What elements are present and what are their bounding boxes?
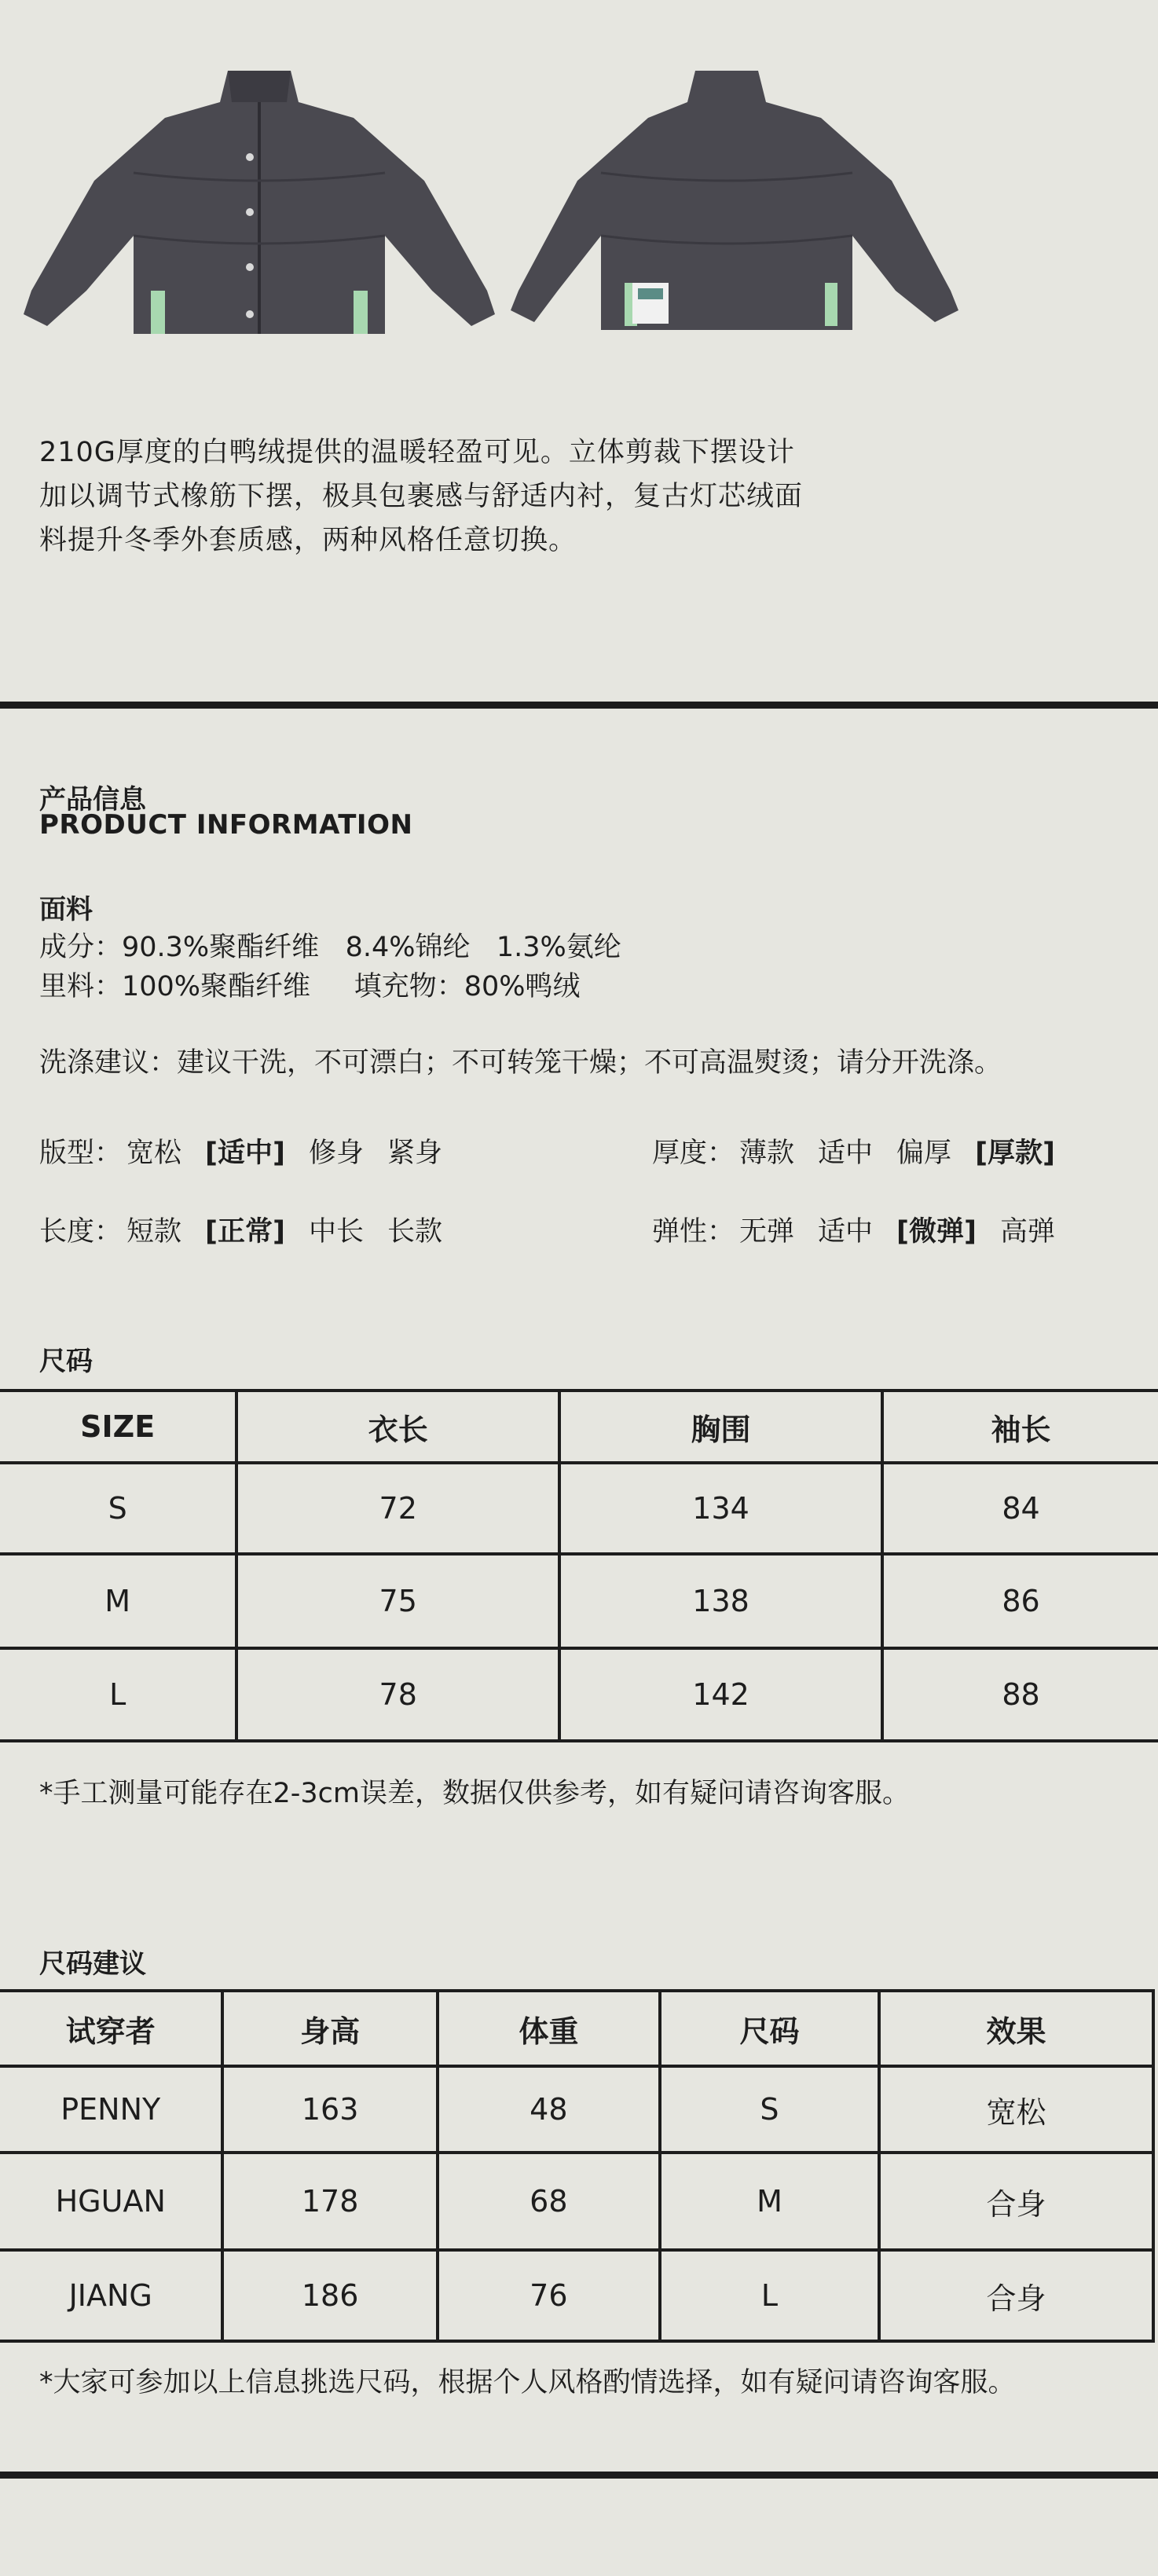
size-note: *手工测量可能存在2-3cm误差，数据仅供参考，如有疑问请咨询客服。 <box>39 1778 911 1809</box>
table-cell: 68 <box>438 2153 660 2250</box>
elasticity-option: 适中 <box>818 1216 874 1248</box>
table-cell: JIANG <box>0 2250 222 2341</box>
table-row <box>0 2153 1153 2250</box>
table-cell: 88 <box>882 1648 1158 1741</box>
table-cell: 142 <box>559 1648 882 1741</box>
fit-option: 修身 <box>309 1138 365 1169</box>
length-option: 中长 <box>309 1216 365 1248</box>
fit-header-cell: 试穿者 <box>0 1991 222 2066</box>
thickness-label: 厚度： <box>652 1138 735 1169</box>
fit-label: 版型： <box>39 1138 123 1169</box>
composition-text: 成分：90.3%聚酯纤维 8.4%锦纶 1.3%氨纶 <box>39 932 621 963</box>
table-cell: 86 <box>882 1554 1158 1648</box>
fit-option: 宽松 <box>126 1138 182 1169</box>
table-cell: S <box>660 2066 879 2153</box>
table-cell: 72 <box>236 1463 559 1554</box>
size-header-cell: 衣长 <box>236 1391 559 1463</box>
elasticity-option: 高弹 <box>1000 1216 1056 1248</box>
table-cell: M <box>0 1554 236 1648</box>
thickness-option-selected: [厚款] <box>975 1138 1056 1169</box>
table-cell: 合身 <box>879 2153 1153 2250</box>
product-info-subtitle: PRODUCT INFORMATION <box>39 809 413 841</box>
table-cell: 138 <box>559 1554 882 1648</box>
washing-text: 洗涤建议：建议干洗，不可漂白；不可转笼干燥；不可高温熨烫；请分开洗涤。 <box>39 1047 1002 1079</box>
table-cell: 48 <box>438 2066 660 2153</box>
table-row <box>0 1463 1158 1554</box>
fit-header-cell: 效果 <box>879 1991 1153 2066</box>
table-row <box>0 2250 1153 2341</box>
thickness-option: 偏厚 <box>896 1138 952 1169</box>
thickness-option: 适中 <box>818 1138 874 1169</box>
jacket-back-image <box>507 55 962 346</box>
size-table <box>0 1389 1158 1742</box>
fit-note: *大家可参加以上信息挑选尺码，根据个人风格酌情选择，如有疑问请咨询客服。 <box>39 2367 1016 2398</box>
product-info-title: 产品信息 <box>39 784 146 815</box>
description-line: 加以调节式橡筋下摆，极具包裹感与舒适内衬，复古灯芯绒面 <box>39 481 804 512</box>
fit-section-title: 尺码建议 <box>39 1948 146 1980</box>
product-description <box>39 431 903 562</box>
size-header-cell: SIZE <box>0 1391 236 1463</box>
table-header-row <box>0 1391 1158 1463</box>
thickness-attribute <box>652 1131 1079 1171</box>
fit-table <box>0 1989 1155 2343</box>
table-cell: 163 <box>222 2066 437 2153</box>
elasticity-label: 弹性： <box>652 1216 735 1248</box>
length-option: 长款 <box>387 1216 443 1248</box>
jacket-front-image <box>16 55 503 346</box>
length-option: 短款 <box>126 1216 182 1248</box>
elasticity-option-selected: [微弹] <box>896 1216 977 1248</box>
table-cell: 178 <box>222 2153 437 2250</box>
table-cell: HGUAN <box>0 2153 222 2250</box>
description-line: 料提升冬季外套质感，两种风格任意切换。 <box>39 525 577 556</box>
table-row <box>0 2066 1153 2153</box>
table-cell: 76 <box>438 2250 660 2341</box>
thickness-option: 薄款 <box>739 1138 795 1169</box>
length-option-selected: [正常] <box>205 1216 286 1248</box>
table-cell: 186 <box>222 2250 437 2341</box>
fabric-heading: 面料 <box>39 894 93 925</box>
length-attribute <box>39 1210 466 1249</box>
section-divider <box>0 702 1158 709</box>
table-header-row <box>0 1991 1153 2066</box>
table-cell: 78 <box>236 1648 559 1741</box>
table-cell: L <box>660 2250 879 2341</box>
table-cell: 合身 <box>879 2250 1153 2341</box>
length-label: 长度： <box>39 1216 123 1248</box>
table-row <box>0 1648 1158 1741</box>
fit-option-selected: [适中] <box>205 1138 286 1169</box>
fit-header-cell: 身高 <box>222 1991 437 2066</box>
table-row <box>0 1554 1158 1648</box>
fit-attribute <box>39 1131 466 1171</box>
table-cell: 134 <box>559 1463 882 1554</box>
size-header-cell: 胸围 <box>559 1391 882 1463</box>
fit-header-cell: 尺码 <box>660 1991 879 2066</box>
bottom-divider <box>0 2472 1158 2479</box>
description-line: 210G厚度的白鸭绒提供的温暖轻盈可见。立体剪裁下摆设计 <box>39 437 795 468</box>
fit-option: 紧身 <box>387 1138 443 1169</box>
lining-text: 里料：100%聚酯纤维 填充物：80%鸭绒 <box>39 971 581 1002</box>
table-cell: S <box>0 1463 236 1554</box>
fit-header-cell: 体重 <box>438 1991 660 2066</box>
table-cell: 75 <box>236 1554 559 1648</box>
size-section-title: 尺码 <box>39 1346 93 1377</box>
table-cell: PENNY <box>0 2066 222 2153</box>
elasticity-attribute <box>652 1210 1079 1249</box>
table-cell: L <box>0 1648 236 1741</box>
table-cell: 84 <box>882 1463 1158 1554</box>
table-cell: M <box>660 2153 879 2250</box>
size-header-cell: 袖长 <box>882 1391 1158 1463</box>
elasticity-option: 无弹 <box>739 1216 795 1248</box>
table-cell: 宽松 <box>879 2066 1153 2153</box>
